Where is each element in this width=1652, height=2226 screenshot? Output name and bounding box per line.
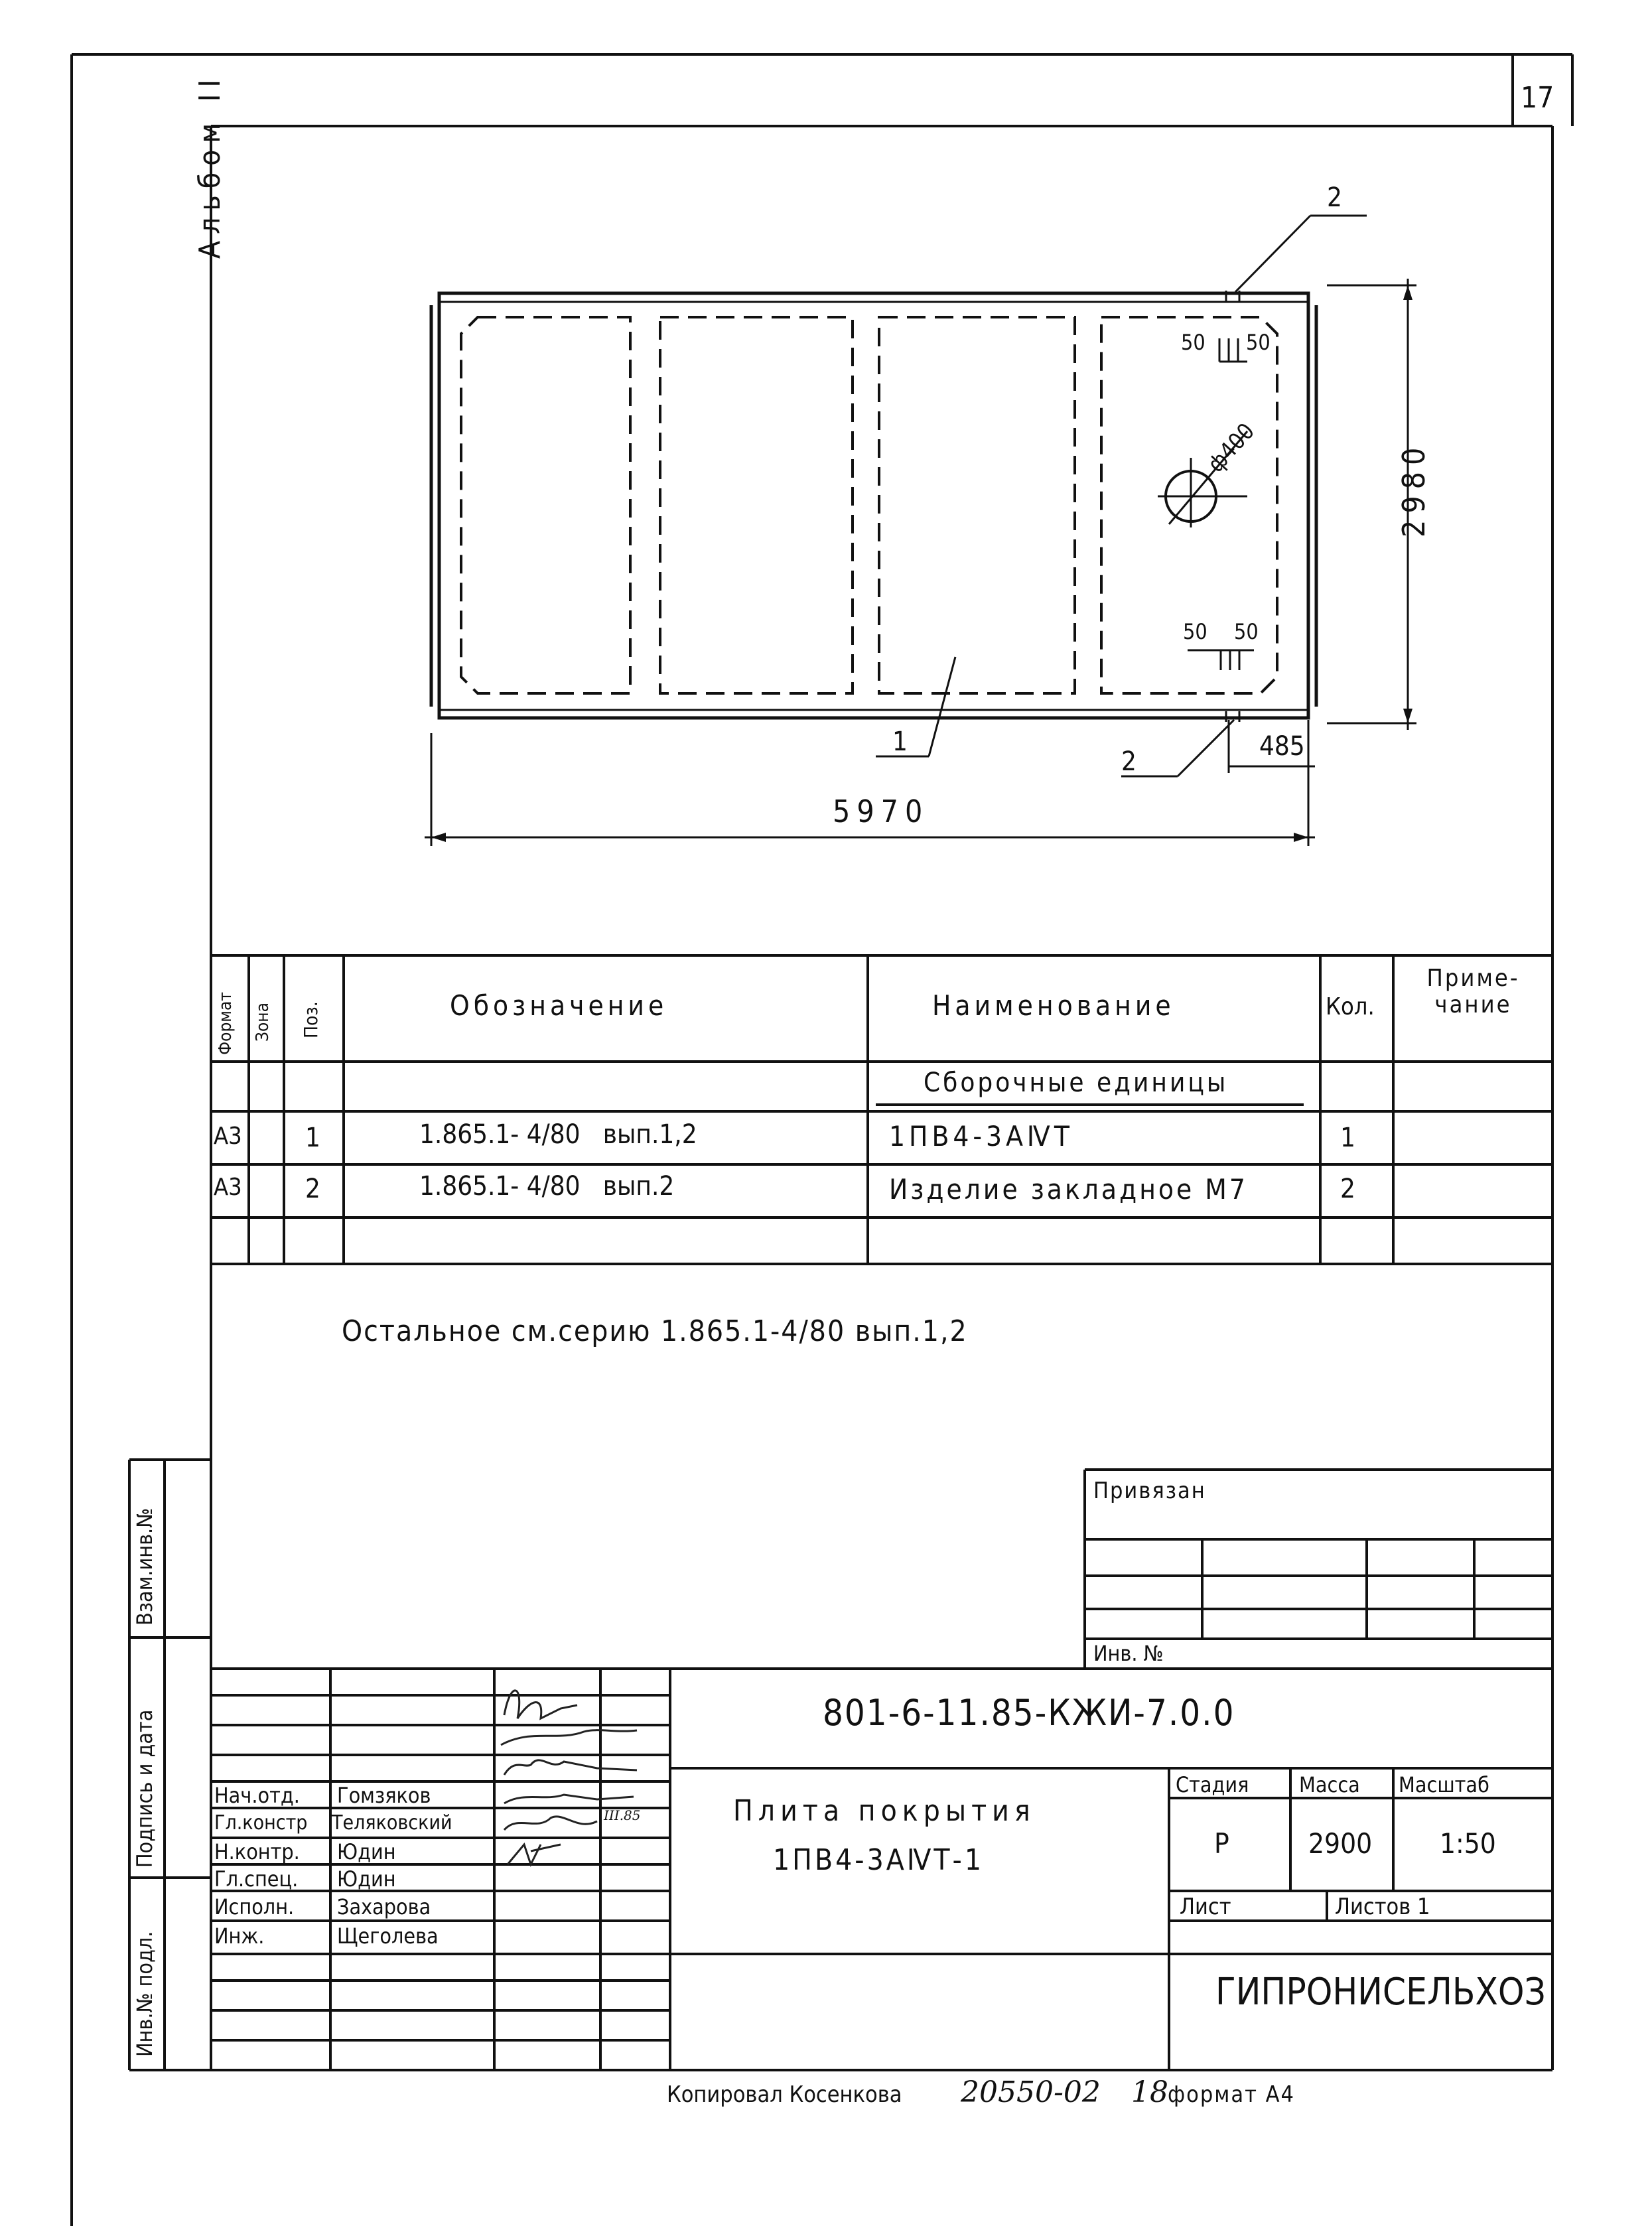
stamp-inv-podl: Инв.№ подл. [132, 1931, 157, 2057]
scale-label: Масштаб [1399, 1772, 1489, 1797]
sig-name-2: Теляковский [332, 1811, 452, 1835]
privyazan-label: Привязан [1093, 1478, 1206, 1504]
sig-role-6: Инж. [214, 1923, 265, 1949]
sig-name-3: Юдин [337, 1839, 396, 1864]
footer-order2: 18 [1131, 2075, 1168, 2109]
row1-qty: 1 [1340, 1123, 1355, 1153]
dim-50-bottom-left: 50 [1183, 619, 1207, 644]
sheets-label: Листов 1 [1335, 1894, 1430, 1920]
footer-order: 20550-02 [961, 2075, 1101, 2109]
row2-pos: 2 [305, 1174, 320, 1204]
header-designation: Обозначение [450, 989, 668, 1022]
row1-designation: 1.865.1- 4/80 вып.1,2 [419, 1119, 697, 1150]
dim-width: 2980 [1396, 441, 1432, 537]
stage-value: Р [1214, 1827, 1229, 1860]
row2-name: Изделие закладное М7 [889, 1173, 1248, 1206]
sig-role-2: Гл.констр [214, 1811, 308, 1835]
section-title: Сборочные единицы [924, 1068, 1229, 1098]
mass-label: Масса [1299, 1772, 1360, 1797]
organization: ГИПРОНИСЕЛЬХОЗ [1215, 1971, 1546, 2014]
stage-label: Стадия [1176, 1772, 1249, 1797]
sig-name-6: Щеголева [337, 1923, 439, 1949]
header-pos: Поз. [300, 1001, 322, 1038]
footer-format: формат А4 [1168, 2081, 1296, 2108]
footer-copied: Копировал Косенкова [667, 2081, 902, 2108]
sig-role-5: Исполн. [214, 1894, 295, 1919]
page-number: 17 [1521, 81, 1554, 115]
dim-50-bottom-right: 50 [1234, 619, 1259, 644]
header-note: Приме-чание [1426, 965, 1520, 1018]
callout-2-top: 2 [1327, 182, 1342, 213]
dim-edge: 485 [1259, 731, 1305, 762]
stamp-vzam: Взам.инв.№ [132, 1507, 157, 1626]
stamp-podpis: Подпись и дата [132, 1709, 157, 1868]
title-line1: Плита покрытия [733, 1794, 1036, 1828]
sheet-label: Лист [1180, 1894, 1231, 1920]
dim-hole: ф400 [1202, 418, 1261, 478]
sig-name-1: Гомзяков [337, 1783, 431, 1808]
mass-value: 2900 [1308, 1827, 1373, 1860]
album-label: Альбом II [193, 72, 227, 259]
row1-pos: 1 [305, 1123, 320, 1153]
dim-50-top-right: 50 [1246, 330, 1271, 355]
sig-role-4: Гл.спец. [214, 1866, 299, 1892]
header-qty: Кол. [1326, 993, 1375, 1020]
sig-name-5: Захарова [337, 1894, 431, 1919]
header-name: Наименование [932, 989, 1175, 1022]
callout-2-bottom: 2 [1121, 746, 1136, 777]
row1-format: А3 [214, 1123, 242, 1150]
title-line2: 1ПВ4-3АⅣТ-1 [773, 1843, 985, 1877]
dim-50-top-left: 50 [1181, 330, 1205, 355]
row2-qty: 2 [1340, 1174, 1355, 1204]
row2-designation: 1.865.1- 4/80 вып.2 [419, 1171, 675, 1202]
dim-length: 5970 [833, 794, 929, 829]
drawing-code: 801-6-11.85-КЖИ-7.0.0 [823, 1692, 1235, 1734]
header-zone: Зона [253, 1003, 273, 1042]
scale-value: 1:50 [1440, 1827, 1496, 1860]
row2-format: А3 [214, 1174, 242, 1201]
sig-date-2: III.85 [604, 1807, 641, 1823]
callout-1: 1 [892, 727, 908, 757]
sig-role-1: Нач.отд. [214, 1783, 300, 1808]
note-text: Остальное см.серию 1.865.1-4/80 вып.1,2 [342, 1314, 968, 1348]
header-format: Формат [216, 992, 236, 1055]
privyazan-inv-label: Инв. № [1093, 1641, 1164, 1666]
row1-name: 1ПВ4-3АⅣТ [889, 1120, 1073, 1152]
sig-role-3: Н.контр. [214, 1839, 300, 1864]
sig-name-4: Юдин [337, 1866, 396, 1892]
